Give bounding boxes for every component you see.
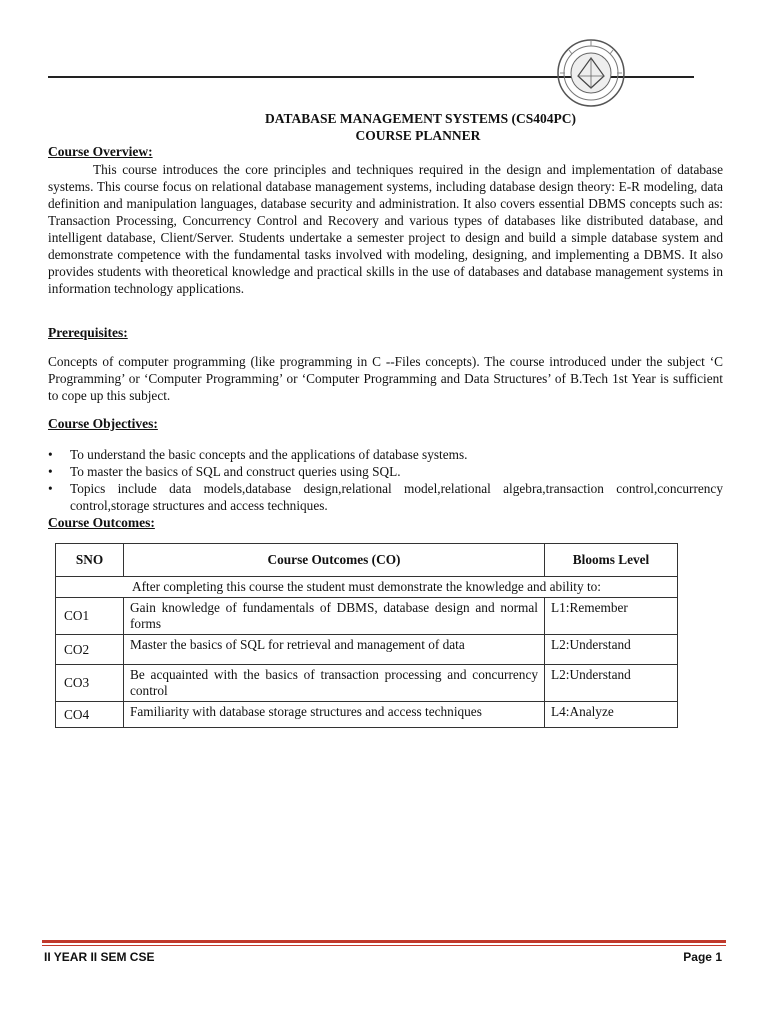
prerequisites-heading: Prerequisites: [48,325,128,340]
prerequisites-text: Concepts of computer programming (like programming in C --Files concepts). The course introduced under the subject ‘C Programming’ or ‘Computer Programming’ or ‘Computer Programming and Data Structures’ of B.Tech 1st Year is sufficient to cope up this subject. [48,354,723,403]
table-header-row [56,544,678,577]
column-header-sno: SNO [56,544,124,577]
row-sno: CO2 [56,635,124,665]
objective-item: • To understand the basic concepts and the applications of database systems. [48,447,468,462]
column-header-blooms: Blooms Level [545,544,678,577]
footer-rule-thin [42,945,726,946]
objective-item: • To master the basics of SQL and construct queries using SQL. [48,464,401,479]
footer-rule [42,940,726,943]
title-block [48,110,748,144]
overview-text: This course introduces the core principles and techniques required in the design and implementation of database systems. This course focus on relational database management systems, including database design theory: E-R modeling, data definition and manipulation languages, database security and administration. It also covers essential DBMS concepts such as: Transaction Processing, Concurrency Control and Recovery and various types of databases like distributed database, and intelligent database, Client/Server. Students undertake a semester project to design and build a simple database system and demonstrate competence with the fundamental tasks involved with modeling, designing, and implementing a DBMS. It also provides students with theoretical knowledge and practical skills in the use of databases and database management systems in information technology applications. [48,162,723,296]
row-blooms-level: L4:Analyze [545,702,678,728]
institute-seal-logo [556,38,626,108]
row-outcome: Familiarity with database storage structures and access techniques [124,702,545,728]
course-title: DATABASE MANAGEMENT SYSTEMS (CS404PC) [265,111,576,126]
outcomes-heading: Course Outcomes: [48,515,155,530]
row-blooms-level: L2:Understand [545,665,678,702]
row-outcome: Gain knowledge of fundamentals of DBMS, database design and normal forms [124,598,545,635]
table-row [56,702,678,728]
row-sno: CO3 [56,665,124,702]
bullet-icon: • [48,481,53,496]
objectives-heading: Course Objectives: [48,416,158,431]
overview-paragraph [48,161,723,297]
row-sno: CO4 [56,702,124,728]
table-intro-row [56,577,678,598]
table-intro-text: After completing this course the student must demonstrate the knowledge and ability to: [56,577,678,598]
objective-item: • Topics include data models,database design,relational model,relational algebra,transaction control,concurrency control,storage structures and access techniques. [48,481,723,513]
objectives-list [48,446,723,514]
row-blooms-level: L1:Remember [545,598,678,635]
footer-year-sem: II YEAR II SEM CSE [44,950,155,964]
overview-heading: Course Overview: [48,144,153,159]
row-outcome: Master the basics of SQL for retrieval and management of data [124,635,545,665]
footer-page-number: Page 1 [683,950,722,964]
row-blooms-level: L2:Understand [545,635,678,665]
course-subtitle: COURSE PLANNER [355,128,481,143]
row-outcome: Be acquainted with the basics of transaction processing and concurrency control [124,665,545,702]
row-sno: CO1 [56,598,124,635]
bullet-icon: • [48,447,53,462]
table-row [56,635,678,665]
column-header-outcomes: Course Outcomes (CO) [124,544,545,577]
table-row [56,598,678,635]
course-outcomes-table [55,543,678,728]
table-row [56,665,678,702]
bullet-icon: • [48,464,53,479]
